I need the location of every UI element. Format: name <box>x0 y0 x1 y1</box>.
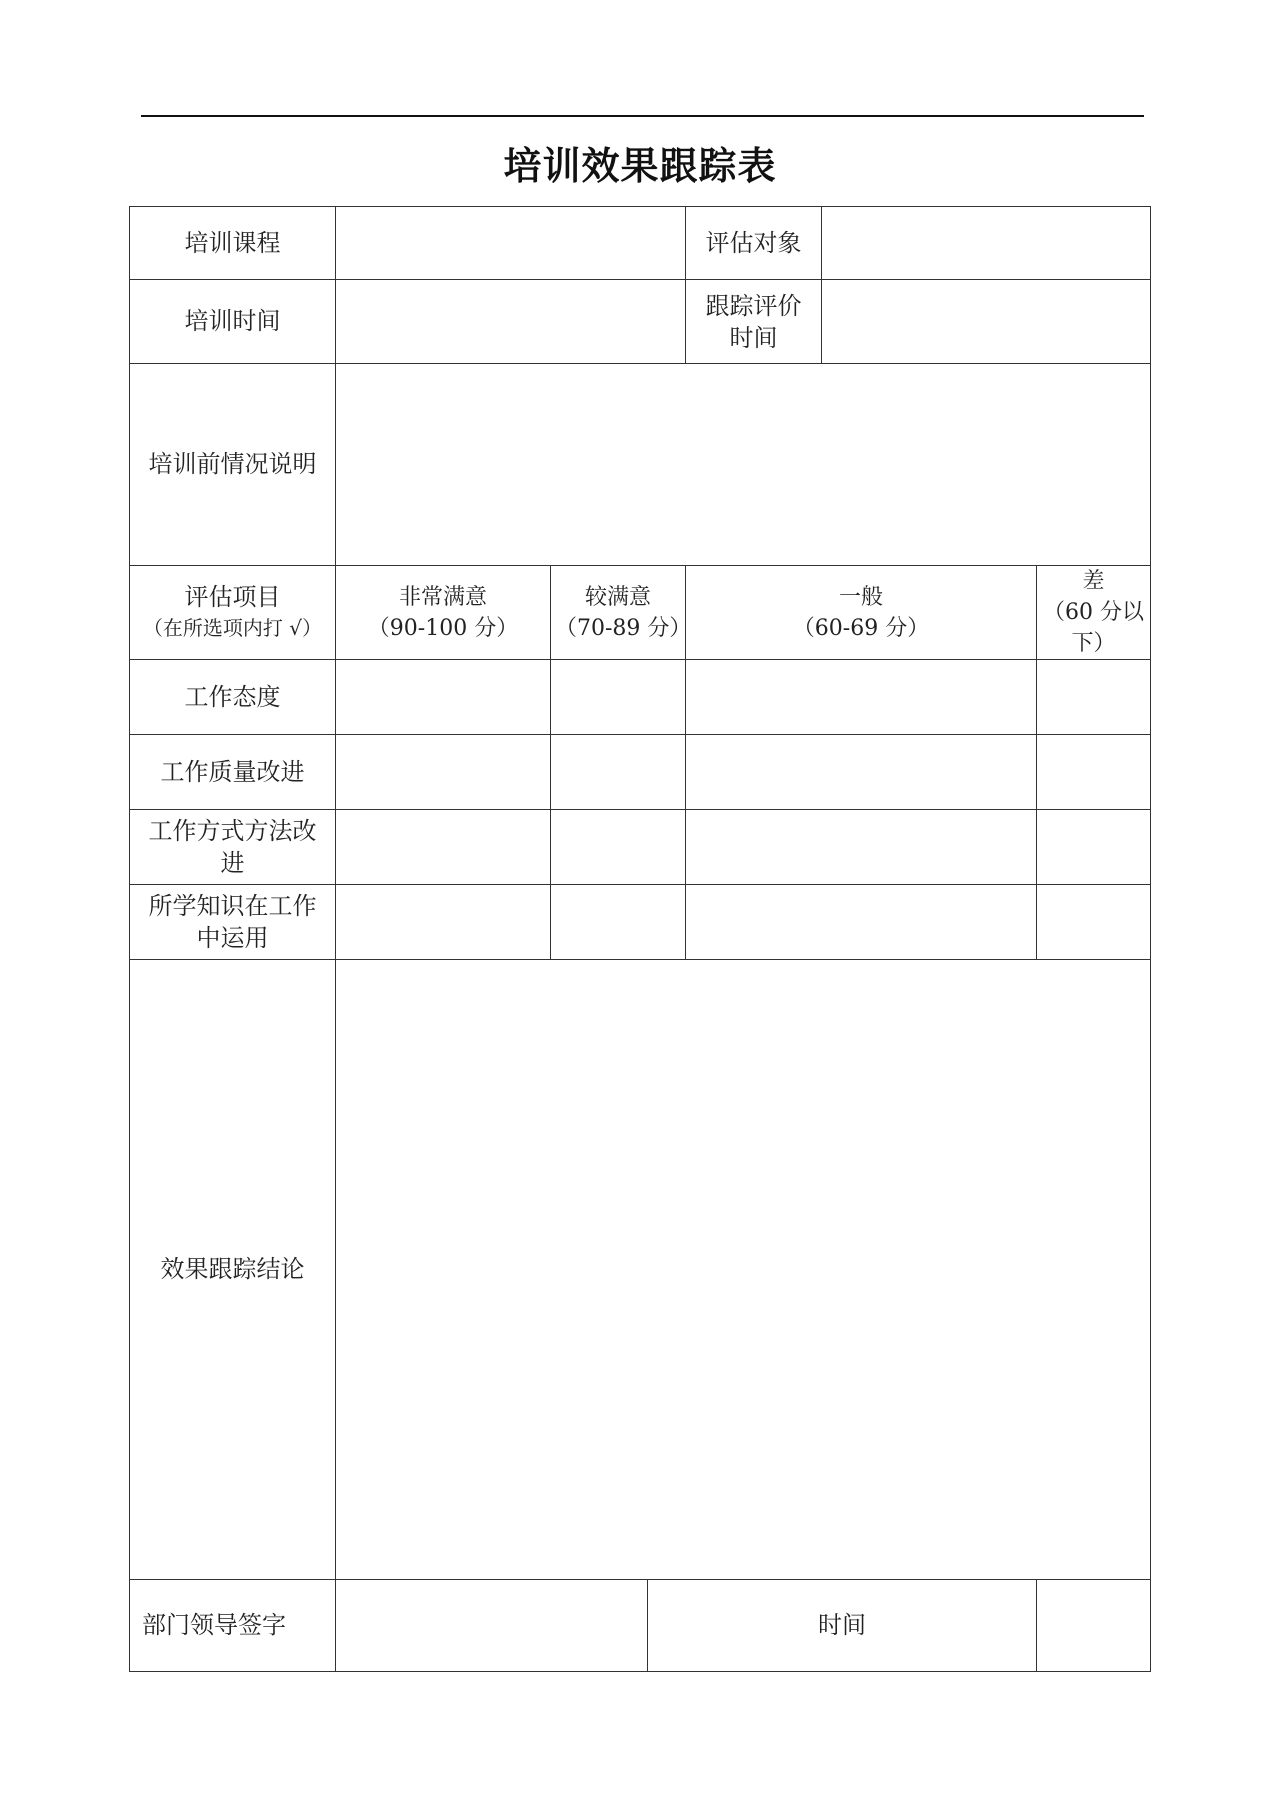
evaluation-row <box>130 810 1151 885</box>
evaluation-item-line2: 中运用 <box>196 924 269 952</box>
check-cell-very-satisfied[interactable] <box>336 810 551 885</box>
target-field[interactable] <box>822 207 1151 280</box>
course-row <box>130 207 1151 280</box>
conclusion-row <box>130 960 1151 1580</box>
course-label: 培训课程 <box>130 207 336 280</box>
check-cell-average[interactable] <box>686 810 1037 885</box>
signature-field[interactable] <box>336 1580 648 1672</box>
check-cell-satisfied[interactable] <box>551 810 686 885</box>
evaluation-item-line1: 所学知识在工作 <box>148 892 317 920</box>
evaluation-header-note: （在所选项内打 √） <box>142 615 323 640</box>
check-cell-average[interactable] <box>686 735 1037 810</box>
level-range: （60 分以下） <box>1043 600 1144 656</box>
check-cell-satisfied[interactable] <box>551 660 686 735</box>
level-header-average <box>686 566 1037 660</box>
track-time-label-line2: 时间 <box>729 323 778 352</box>
level-range: （70-89 分） <box>555 615 692 641</box>
evaluation-header-label: 评估项目 <box>184 582 281 611</box>
signature-row <box>130 1580 1151 1672</box>
target-label: 评估对象 <box>686 207 822 280</box>
level-header-satisfied <box>551 566 692 660</box>
evaluation-row <box>130 735 1151 810</box>
signature-time-field[interactable] <box>1037 1580 1151 1672</box>
check-cell-average[interactable] <box>686 885 1037 960</box>
evaluation-item-line1: 工作态度 <box>184 683 281 711</box>
training-time-label: 培训时间 <box>130 280 336 364</box>
check-cell-very-satisfied[interactable] <box>336 660 551 735</box>
check-cell-poor[interactable] <box>1037 660 1151 735</box>
track-time-label-line1: 跟踪评价 <box>705 291 802 320</box>
check-cell-satisfied[interactable] <box>551 735 686 810</box>
check-cell-very-satisfied[interactable] <box>336 735 551 810</box>
tracking-form-table <box>129 206 1151 1672</box>
signature-label: 部门领导签字 <box>130 1580 336 1672</box>
evaluation-item-line1: 工作方式方法改 <box>148 817 317 845</box>
evaluation-item-line2: 进 <box>220 849 245 877</box>
check-cell-satisfied[interactable] <box>551 885 686 960</box>
pre-training-label: 培训前情况说明 <box>130 364 336 566</box>
track-time-field[interactable] <box>822 280 1151 364</box>
level-label: 较满意 <box>584 584 651 610</box>
level-range: （90-100 分） <box>367 615 519 641</box>
evaluation-item-label <box>130 810 336 885</box>
header-rule <box>141 115 1144 117</box>
evaluation-item-label <box>130 735 336 810</box>
level-header-very-satisfied <box>336 566 551 660</box>
time-row <box>130 280 1151 364</box>
evaluation-header <box>130 566 336 660</box>
level-label: 非常满意 <box>398 584 487 610</box>
pre-training-row <box>130 364 1151 566</box>
evaluation-row <box>130 660 1151 735</box>
evaluation-row <box>130 885 1151 960</box>
check-cell-poor[interactable] <box>1037 810 1151 885</box>
check-cell-average[interactable] <box>686 660 1037 735</box>
conclusion-label: 效果跟踪结论 <box>130 960 336 1580</box>
check-cell-poor[interactable] <box>1037 885 1151 960</box>
course-field[interactable] <box>336 207 686 280</box>
track-time-label <box>686 280 822 364</box>
document-title: 培训效果跟踪表 <box>503 144 777 188</box>
evaluation-item-line1: 工作质量改进 <box>160 758 305 786</box>
evaluation-header-row <box>130 566 1151 660</box>
evaluation-item-label <box>130 885 336 960</box>
signature-time-label: 时间 <box>648 1580 1037 1672</box>
level-label: 差 <box>1082 569 1105 594</box>
pre-training-field[interactable] <box>336 364 1151 566</box>
evaluation-item-label <box>130 660 336 735</box>
conclusion-field[interactable] <box>336 960 1151 1580</box>
check-cell-very-satisfied[interactable] <box>336 885 551 960</box>
level-label: 一般 <box>838 584 883 610</box>
level-header-poor <box>1037 566 1151 660</box>
training-time-field[interactable] <box>336 280 686 364</box>
check-cell-poor[interactable] <box>1037 735 1151 810</box>
level-range: （60-69 分） <box>792 615 930 641</box>
